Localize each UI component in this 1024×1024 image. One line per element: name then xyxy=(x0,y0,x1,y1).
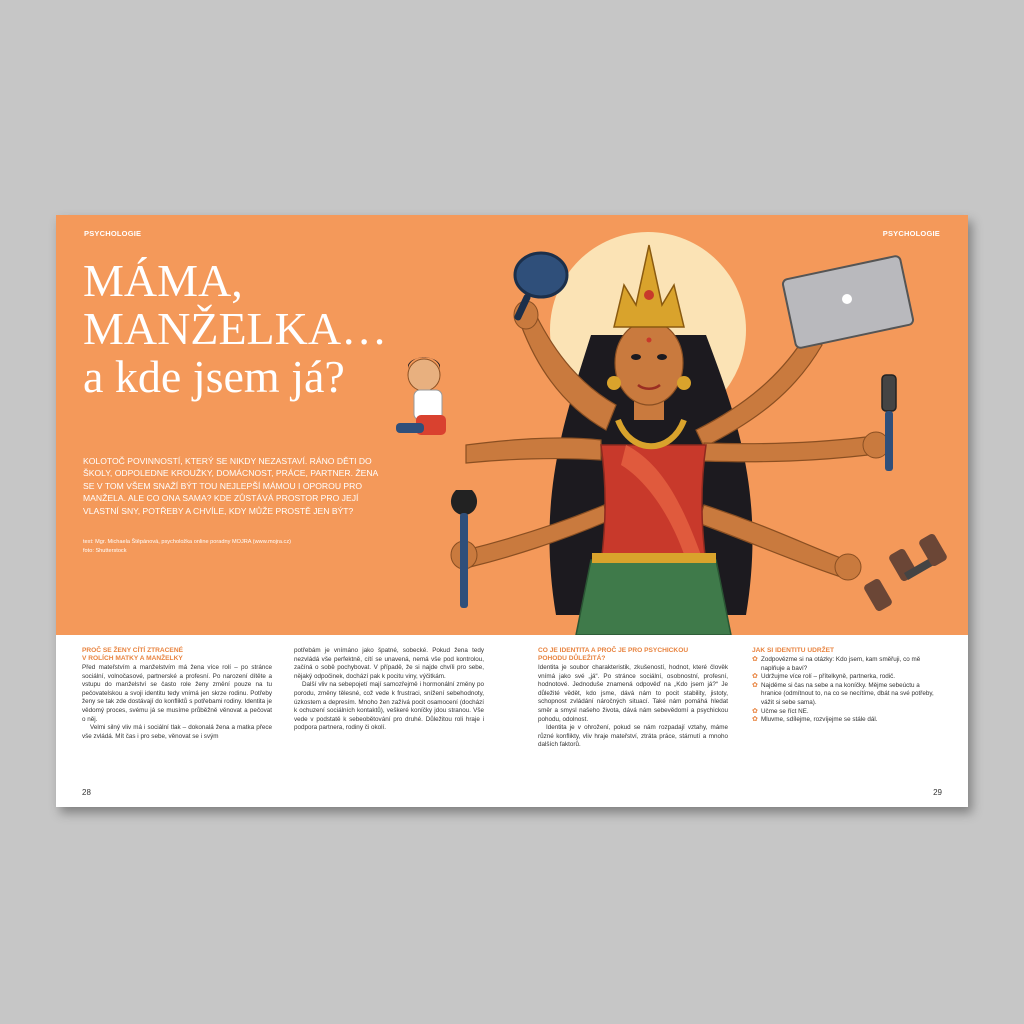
page-number-right: 29 xyxy=(933,788,942,797)
section-label-right: PSYCHOLOGIE xyxy=(882,229,940,238)
heading-line: CO JE IDENTITA A PROČ JE PRO PSYCHICKOU xyxy=(538,647,689,654)
magazine-spread xyxy=(56,215,968,807)
apple-logo-icon xyxy=(842,294,852,304)
article-title xyxy=(83,257,413,401)
paragraph: potřebám je vnímáno jako špatné, sobecké. Pokud žena tedy nezvládá vše perfektně, cítí se unavená, nemá vše pod kontrolou, začíná o sobě pochybovat. V případě, že si najde chvíli pro sebe, nějaký odpočinek, dochází pak k pocitu viny, výčitkám. xyxy=(294,647,484,680)
dumbbell-icon xyxy=(863,533,949,613)
child-figure xyxy=(396,357,446,435)
list-item-text: Učme se říct NE. xyxy=(761,707,809,715)
skirt xyxy=(576,560,731,635)
photo-credit: foto: Shutterstock xyxy=(83,547,127,554)
title-line-1: MÁMA, xyxy=(83,255,243,306)
title-line-2: MANŽELKA… xyxy=(83,303,388,354)
heading-how-to-keep-identity: JAK SI IDENTITU UDRŽET xyxy=(752,647,835,654)
heading-line: V ROLÍCH MATKY A MANŽELKY xyxy=(82,655,183,662)
list-item xyxy=(752,708,942,717)
microphone-icon xyxy=(882,375,896,471)
flower-bullet-icon: ✿ xyxy=(752,707,758,715)
page-number-left: 28 xyxy=(82,788,91,797)
list-item xyxy=(752,682,942,708)
heading-line: PROČ SE ŽENY CÍTÍ ZTRACENÉ xyxy=(82,647,183,654)
list-item-text: Udržujme více rolí – přítelkyně, partnerka, rodič. xyxy=(761,673,896,681)
list-item xyxy=(752,716,942,725)
paragraph: Identita je v ohrožení, pokud se nám rozpadají vztahy, máme různé konflikty, vliv hraje mateřství, ztráta práce, stárnutí a mnoho dalších faktorů. xyxy=(538,724,728,749)
column-4 xyxy=(752,647,942,725)
flower-bullet-icon: ✿ xyxy=(752,656,758,663)
article-credit xyxy=(83,538,383,555)
waist-belt xyxy=(592,553,716,563)
author-credit: text: Mgr. Michaela Štěpánová, psycholožka online poradny MOJRA (www.mojra.cz) xyxy=(83,539,291,545)
list-item xyxy=(752,673,942,682)
face xyxy=(615,321,683,405)
flower-bullet-icon: ✿ xyxy=(752,681,758,689)
paragraph: Identita je soubor charakteristik, zkušeností, hodnot, které člověk vnímá jako své „já“. Po stránce sociální, osobnostní, profesní, hodnotové. Jednoduše znamená odpověď na „Kdo jsem já?“ Je důležité vědět, kdo jsme, dává nám to pocit stability, jistoty, schopnost zvládání náročných situací. Také nám pomáhá hledat směr a smysl našeho života, dává nám sebevědomí a psychickou pohodu, odolnost. xyxy=(538,664,728,723)
title-line-3: a kde jsem já? xyxy=(83,351,345,402)
list-item xyxy=(752,656,942,673)
goddess-illustration xyxy=(386,215,968,635)
heading-what-is-identity xyxy=(538,647,728,663)
paragraph: Další vliv na sebepojetí mají samozřejmě i hormonální změny po porodu, změny tělesné, což vede k frustraci, snížení sebehodnoty, úzkostem a depresím. Mnoho žen zažívá pocit osamocení (dochází k ochuzení sociálních kontaktů), veškeré koníčky jdou stranou. Vše vede v podstatě k sebeobětování pro druhé. Důležitou roli hraje i podpora partnera, rodiny či okolí. xyxy=(294,681,484,732)
tips-list xyxy=(752,656,942,725)
hero-banner xyxy=(56,215,968,635)
column-1 xyxy=(82,647,272,741)
heading-line: POHODU DŮLEŽITÁ? xyxy=(538,655,606,662)
heading-why-lost xyxy=(82,647,272,663)
flower-bullet-icon: ✿ xyxy=(752,673,758,681)
paragraph: Před mateřstvím a manželstvím má žena více rolí – po stránce sociální, volnočasové, partnerské a profesní. Po narození dítěte a vstupu do manželství se často role ženy změní pouze na tu pečovatelskou a svoji identitu tedy vnímá jen skrze rodinu. Potřeby ženy se tak zde dostávají do konfliktů s potřebami rodiny. Identita je vědomý proces, svému já se musíme průběžně věnovat a pečovat o něj. xyxy=(82,664,272,723)
column-2 xyxy=(294,647,484,733)
article-lead: KOLOTOČ POVINNOSTÍ, KTERÝ SE NIKDY NEZASTAVÍ. RÁNO DĚTI DO ŠKOLY, ODPOLEDNE KROUŽKY, DOMÁCNOST, PRÁCE, PARTNER. ŽENA SE V TOM VŠEM SNAŽÍ BÝT TOU NEJLEPŠÍ MÁMOU I OPOROU PRO MANŽELA. ALE CO ONA SAMA? KDE ZŮSTÁVÁ PROSTOR PRO JEJÍ VLASTNÍ SNY, POTŘEBY A CHVÍLE, KDY MŮŽE PROSTĚ JEN BÝT? xyxy=(83,456,378,516)
section-label-left: PSYCHOLOGIE xyxy=(84,229,142,238)
laptop-icon xyxy=(782,255,914,348)
column-3 xyxy=(538,647,728,750)
list-item-text: Mluvme, sdílejme, rozvíjejme se stále dál. xyxy=(761,716,878,724)
list-item-text: Najděme si čas na sebe a na koníčky. Mějme sebeúctu a hranice (odmítnout to, na co se necítíme, dbát na své potřeby, vážit si sebe sama). xyxy=(761,681,934,706)
flower-bullet-icon: ✿ xyxy=(752,716,758,724)
list-item-text: Zodpovězme si na otázky: Kdo jsem, kam směřuji, co mě naplňuje a baví? xyxy=(761,656,921,672)
paragraph: Velmi silný vliv má i sociální tlak – dokonalá žena a matka přece vše zvládá. Mít čas i pro sebe, věnovat se i svým xyxy=(82,724,272,740)
